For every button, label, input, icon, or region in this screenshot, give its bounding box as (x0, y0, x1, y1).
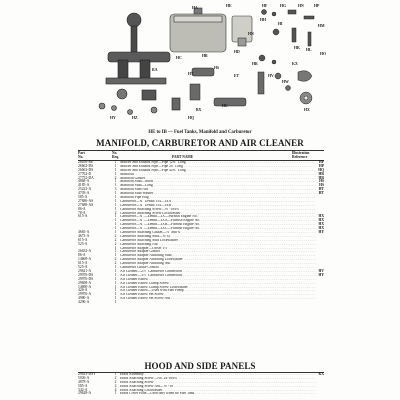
illustration-label: HE (226, 4, 232, 8)
part-name: Carburetor Attaching Nut . . . (120, 243, 316, 247)
quantity: 1 (114, 268, 117, 273)
illustration-ref: HY (318, 272, 324, 277)
part-number: 86-A (78, 253, 86, 258)
part-name: Muffler and Exhaust Pipe—Pipe 42¾" Long . . . (120, 169, 316, 173)
part-name: Muffler and Exhaust Pipe—Pipe 12¾" Long . . . (120, 161, 316, 165)
illustration-label: BX (196, 108, 202, 112)
quantity: 1 (114, 222, 117, 227)
quantity: 1 (114, 372, 117, 376)
illustration-label: HO (320, 52, 326, 56)
illustration-ref: HS (319, 183, 324, 188)
quantity: 2 (114, 210, 117, 215)
illustration-label: HH (260, 18, 266, 22)
illustration-label: HN (248, 32, 254, 36)
quantity: 1 (114, 218, 117, 223)
part-number: 78-A (78, 210, 86, 215)
illustration-ref: HQ (318, 167, 324, 172)
quantity: 1 (114, 391, 117, 396)
part-number: 585-A (78, 383, 88, 388)
illustration-label: HP (314, 4, 320, 8)
part-name: Manifold Stud—Long . . . (120, 184, 316, 188)
quantity: 2 (114, 383, 117, 388)
illustration-label: HI (278, 22, 283, 26)
quantity: 4 (114, 387, 117, 392)
parts-drawing (92, 2, 328, 120)
parts-list-hood (78, 373, 324, 396)
part-name: Carburetor Attaching Gasket—⅞" and ¾" . . . (120, 231, 316, 235)
part-number: 26662-DS (78, 163, 94, 168)
part-name: Carburetor Attaching Stud—⅜"x1" . . . (120, 235, 316, 239)
section-title-hood: HOOD AND SIDE PANELS (144, 361, 256, 371)
part-number: 615-A (78, 214, 88, 219)
part-name: Carburetor—¾" Zenith 154—IXB . . . (120, 204, 316, 208)
part-number: 25223-A (78, 187, 92, 192)
part-name: Carburetor Attaching Screw—⅜"-18x¾" . . . (120, 208, 316, 212)
part-name: Manifold Stud Washer . . . (120, 192, 316, 196)
quantity: 2 (114, 261, 117, 266)
part-name: Manifold Pipe Plug . . . (120, 196, 316, 200)
quantity: 1 (114, 249, 117, 254)
quantity: 1 (114, 202, 117, 207)
quantity: 2 (114, 379, 117, 384)
illustration-label: HK (294, 46, 300, 50)
part-number: 525-A (78, 265, 88, 270)
part-name: Hood Attaching Lockwasher . . . (120, 389, 316, 393)
part-number: 29976-A (78, 292, 92, 297)
part-name: Manifold Stud Nut . . . (120, 188, 316, 192)
illustration-label: HY (110, 116, 116, 120)
illustration-label: HG (280, 4, 286, 8)
illustration-label: RA (152, 68, 158, 72)
quantity: 1 (114, 191, 117, 196)
illustration-ref: HT (318, 187, 324, 192)
part-number: 4878-A (78, 379, 90, 384)
illustration-label: HF (262, 4, 268, 8)
part-name: Hood Attaching Screw—No. 24-16x¾" . . . (120, 377, 316, 381)
part-number: 585-A (78, 195, 88, 200)
section-title-manifold: MANIFOLD, CARBURETOR AND AIR CLEANER (96, 138, 304, 148)
part-name: Carburetor—¾"—Zenith—IXA—Furnish Engine No. . . . (120, 219, 316, 223)
illustration-label: HV (268, 74, 274, 78)
quantity: 1 (114, 206, 117, 211)
quantity: 1 (114, 253, 117, 258)
parts-illustration (92, 2, 328, 120)
illustration-label: HT (188, 72, 194, 76)
illustration-label: HA (192, 6, 198, 10)
part-name: Carburetor—¾"—Zenith—IXB—Furnish Engine No. . . . (120, 223, 316, 227)
part-number: 4673-A (78, 233, 90, 238)
part-number: 26663-DS (78, 167, 94, 172)
quantity: 1 (114, 160, 117, 164)
quantity: 1 (114, 284, 117, 289)
part-number: 615-A (78, 237, 88, 242)
illustration-ref: KX (318, 372, 324, 376)
part-number: 29633-DSY (78, 372, 96, 376)
part-number: 4185-A (78, 183, 90, 188)
illustration-label: HM (318, 24, 325, 28)
quantity: 3 (114, 187, 117, 192)
illustration-ref: HX (318, 222, 324, 227)
illustration-ref: HX (318, 214, 324, 219)
quantity: 1 (114, 265, 117, 270)
part-number: 615-A (78, 261, 88, 266)
part-number: 5026-A (78, 375, 90, 380)
part-name: Manifold Gasket . . . (120, 177, 316, 181)
illustration-label: HR (252, 62, 258, 66)
col-header-qty: No. Req. (112, 151, 120, 159)
illustration-label: HU (222, 104, 228, 108)
illustration-label: HZ (132, 116, 138, 120)
quantity: 1 (114, 226, 117, 231)
quantity: 2 (114, 241, 117, 246)
illustration-label: HX (304, 108, 310, 112)
illustration-label: HL (306, 48, 312, 52)
part-number: 4980-A (78, 296, 90, 301)
part-name: Carburetor Adapter Attaching Stud . . . (120, 254, 316, 258)
quantity: 1 (114, 230, 117, 235)
part-number: 4868-A (78, 179, 90, 184)
part-name: Hood Attaching Screw . . . (120, 381, 316, 385)
part-name: Air Cleaner Elbow Clamp Screw Lockwasher . . . (120, 286, 316, 290)
part-number: 14690-A (78, 284, 92, 289)
illustration-ref: HX (318, 226, 324, 231)
illustration-label: HC (176, 56, 182, 60)
illustration-label: HB (202, 54, 208, 58)
part-name: Manifold . . . (120, 173, 316, 177)
quantity: 1 (114, 245, 117, 250)
part-number: 29621-A (78, 268, 92, 273)
part-number: 14669-A (78, 257, 92, 262)
part-name: Carburetor—¾"—Zenith—IX—Furnish Engine No. . . . (120, 215, 316, 219)
part-number: 342-A (78, 387, 88, 392)
part-name: Air Cleaner Elbow—Used with Fuel Pump . . . (120, 289, 316, 293)
illustration-ref: HV (318, 268, 324, 273)
illustration-ref: HS (319, 179, 324, 184)
quantity: 1 (114, 292, 117, 297)
part-number: 29698-A (78, 280, 92, 285)
illustration-label: HS (214, 66, 220, 70)
quantity: 1 (114, 179, 117, 184)
part-name: Air Cleaner—3½" Carburetor Connection . . . (120, 274, 316, 278)
quantity: 1 (114, 195, 117, 200)
quantity: 2 (114, 257, 117, 262)
part-name: Air Cleaner Elbow Set Screw . . . (120, 293, 316, 297)
part-name: Carburetor Adapter Attaching Lockwasher . . . (120, 258, 316, 262)
quantity: 1 (114, 276, 117, 281)
table-row (78, 392, 324, 396)
illustration-ref: HP (318, 160, 324, 164)
quantity: 2 (114, 375, 117, 380)
quantity: 2 (114, 237, 117, 242)
illustration-ref: HX (318, 218, 324, 223)
quantity: 1 (114, 183, 117, 188)
figure-caption: HE to IB — Fuel Tanks, Manifold and Carburetor (148, 130, 252, 135)
part-number: 27752-DA (78, 175, 94, 180)
quantity: 1 (114, 163, 117, 168)
part-name: Carburetor—¾" Zenith 154—IXA . . . (120, 200, 316, 204)
part-number: 4703-A (78, 191, 90, 196)
illustration-label: HW (282, 80, 289, 84)
quantity: 2 (114, 175, 117, 180)
part-name: Air Cleaner—2½" Carburetor Connection . . . (120, 270, 316, 274)
quantity: 1 (114, 280, 117, 285)
part-number: 29976-DS (78, 272, 94, 277)
part-name: Carburetor Attaching Stud Lockwasher . . . (120, 239, 316, 243)
quantity: 1 (114, 167, 117, 172)
part-number: 27686-AS (78, 198, 94, 203)
part-number: 26656-RE (78, 160, 94, 164)
quantity: 1 (114, 288, 117, 293)
quantity: 2 (114, 233, 117, 238)
part-number: 86-A (78, 206, 86, 211)
part-number: 29976-DS (78, 276, 94, 281)
col-header-ref: Illustration Reference (292, 151, 310, 159)
part-name: Air Cleaner Elbow . . . (120, 278, 316, 282)
part-number: 4296-A (78, 300, 90, 305)
quantity: 1 (114, 214, 117, 219)
part-name: Carburetor Adapter Attaching Nut . . . (120, 262, 316, 266)
part-number: 26632-A (78, 249, 92, 254)
part-number: 27688-AS (78, 202, 94, 207)
quantity: 1 (114, 171, 117, 176)
illustration-label: HN (298, 4, 304, 8)
part-name: Hood Assembly . . . (120, 373, 316, 377)
part-number: 4665-A (78, 230, 90, 235)
part-name: Carburetor Attaching Screw Lockwasher . . . (120, 212, 316, 216)
part-number: 29628-A (78, 391, 92, 396)
part-name: Carburetor—¾"—Zenith—IXC—Furnish Engine No. . . . (120, 227, 316, 231)
table-row (78, 301, 324, 305)
part-number: 27762-D (78, 171, 92, 176)
illustration-ref: HR (318, 171, 324, 176)
illustration-label: HQ (188, 116, 194, 120)
illustration-ref: HP (318, 163, 324, 168)
part-name: Air Cleaner Elbow Set Screw Nut . . . (120, 297, 316, 301)
quantity: 1 (114, 296, 117, 301)
illustration-ref: HT (318, 191, 324, 196)
part-name: Manifold Stud—Short . . . (120, 180, 316, 184)
part-name: Air Cleaner Elbow Clamp Screw . . . (120, 282, 316, 286)
illustration-ref: HR (318, 175, 324, 180)
quantity: 1 (114, 198, 117, 203)
illustration-label: KX (292, 62, 298, 66)
illustration-label: ET (234, 74, 240, 78)
part-name: Hood Attaching Screw Nut—⅝"-18 . . . (120, 385, 316, 389)
part-name: Muffler and Exhaust Pipe—Pipe 20" Long . . . (120, 165, 316, 169)
part-number: 525-A (78, 241, 88, 246)
quantity: 1 (114, 300, 117, 305)
part-name: Hood Cover Plate—Used only when no Fuel Tank . . . (120, 392, 316, 396)
illustration-ref: HY (318, 230, 324, 235)
part-name: Carburetor Adapter—Offset 1½" . . . (120, 247, 316, 251)
parts-list-manifold (78, 161, 324, 305)
illustration-label: HD (234, 50, 240, 54)
part-name: Carburetor Choke Control . . . (120, 266, 316, 270)
col-header-part-name: PART NAME (172, 155, 194, 159)
col-header-part-no: Part No. (78, 151, 85, 159)
part-name: Carburetor Adapter Gasket . . . (120, 250, 316, 254)
part-number: 426-A (78, 288, 88, 293)
quantity: 1 (114, 272, 117, 277)
